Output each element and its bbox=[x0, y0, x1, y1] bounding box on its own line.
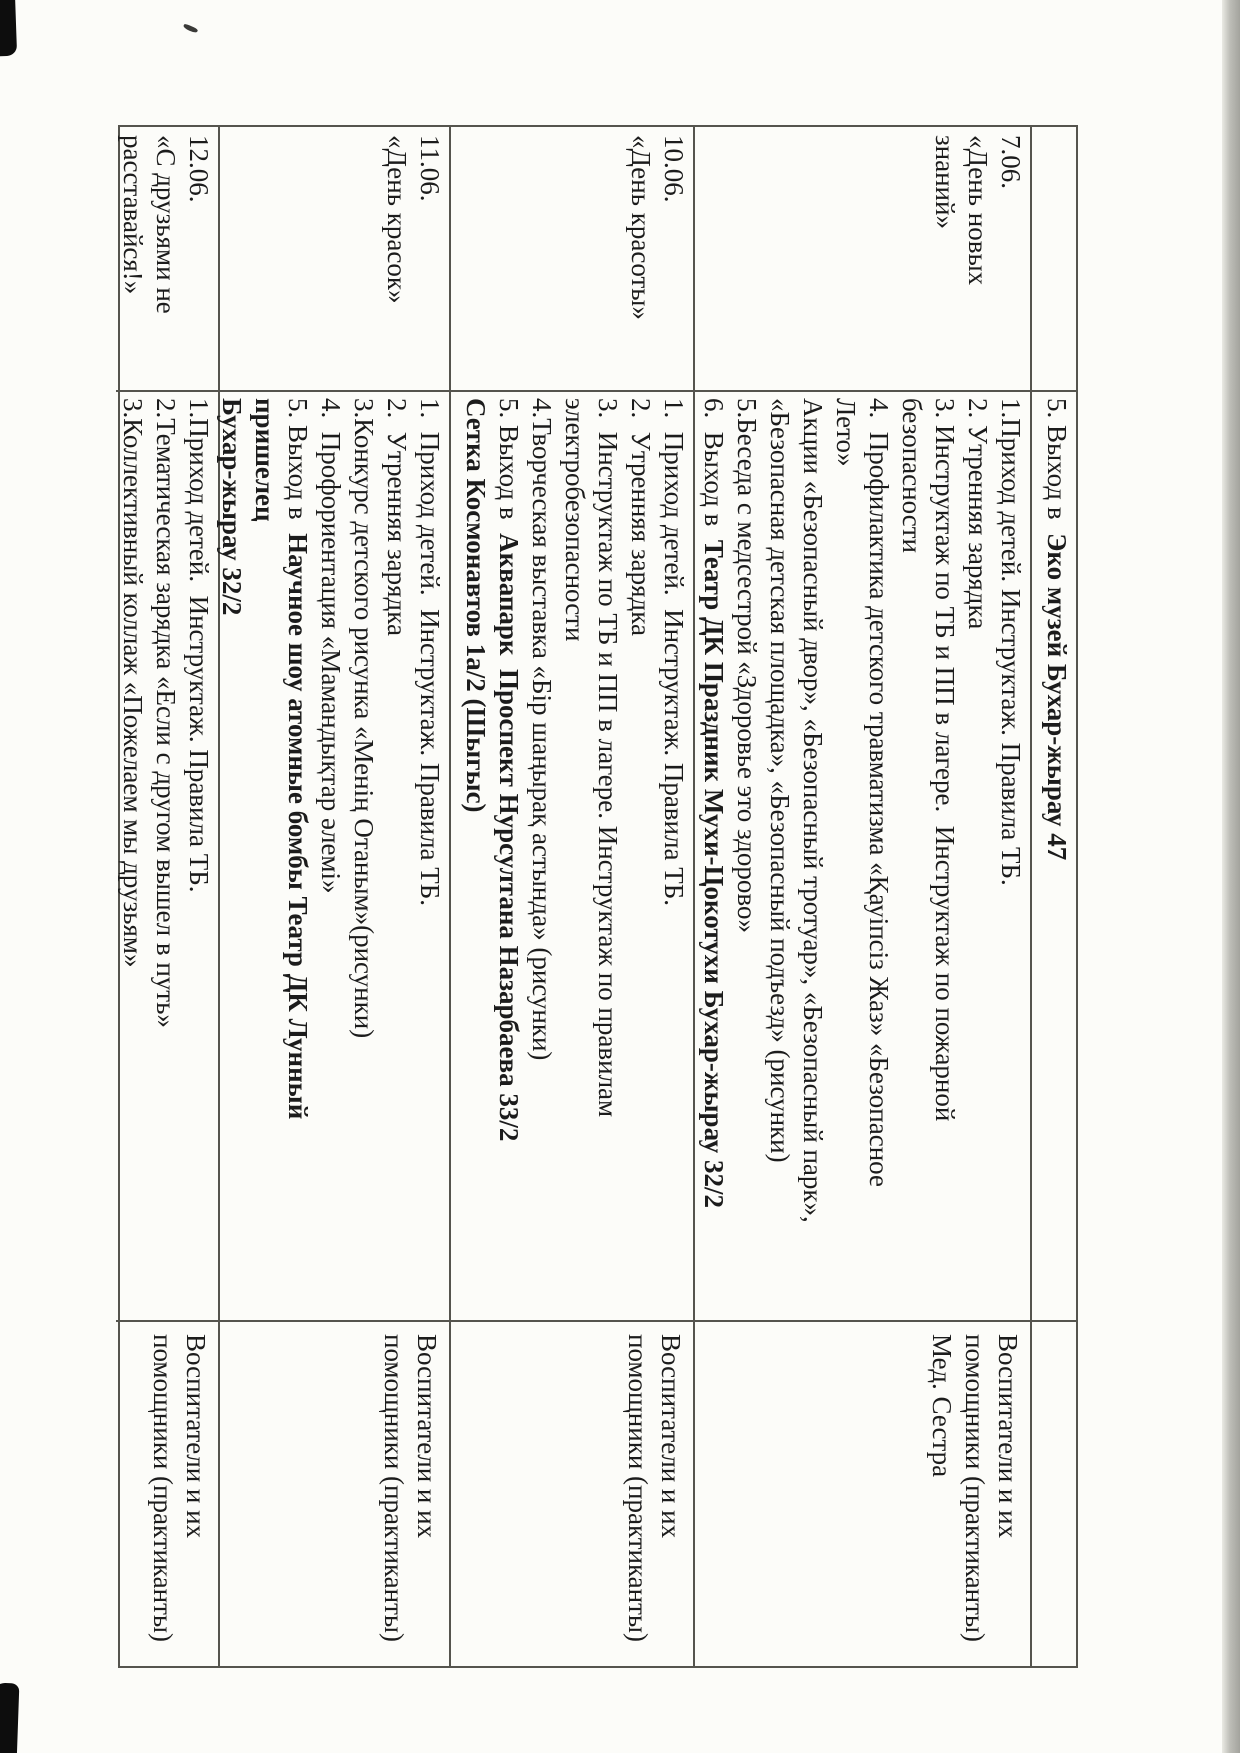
text-line bbox=[796, 392, 829, 1320]
date-theme-cell bbox=[695, 127, 1030, 392]
text-segment: 4. Профориентация «Мамандықтар әлемі» bbox=[316, 398, 346, 894]
pen-tick-mark bbox=[183, 23, 199, 34]
text-segment: 3. Инструктаж по ТБ и ПП в лагере. Инструктаж по пожарной bbox=[930, 398, 960, 1122]
bold-text-segment: Сетка Космонавтов 1а/2 (Шыгыс) bbox=[461, 398, 491, 813]
text-segment: 11.06. bbox=[415, 135, 445, 202]
text-segment: «День новых bbox=[963, 135, 993, 286]
text-line bbox=[149, 392, 182, 1320]
text-line bbox=[215, 392, 248, 1320]
bold-text-segment: пришелец bbox=[250, 398, 280, 522]
table-row-continuation bbox=[1030, 127, 1076, 1666]
text-line bbox=[248, 392, 281, 1320]
text-line bbox=[961, 127, 994, 390]
text-segment: Мед. Сестра bbox=[927, 1334, 957, 1478]
text-line bbox=[413, 127, 446, 390]
bold-text-segment: Научное шоу атомные бомбы Театр ДК Лунный bbox=[283, 533, 313, 1120]
text-line bbox=[182, 127, 215, 390]
text-segment: Акции «Безопасный двор», «Безопасный тротуар», «Безопасный парк», bbox=[798, 398, 828, 1223]
text-segment: 1. Приход детей. Инструктаж. Правила ТБ. bbox=[415, 398, 445, 906]
text-segment: 10.06. bbox=[659, 135, 689, 203]
text-segment: «Безопасная детская площадка», «Безопасный подъезд» (рисунки) bbox=[765, 398, 795, 1163]
text-line bbox=[146, 1322, 179, 1666]
text-line bbox=[925, 1322, 958, 1666]
text-line bbox=[958, 1322, 991, 1666]
scan-corner-mark-left bbox=[0, 0, 17, 56]
text-segment: расставайся!» bbox=[118, 135, 148, 295]
text-line bbox=[347, 392, 380, 1320]
text-line bbox=[591, 392, 624, 1320]
responsible-cell bbox=[1032, 1322, 1076, 1666]
text-line bbox=[697, 392, 730, 1320]
text-segment: помощники (практиканты) bbox=[379, 1334, 409, 1643]
text-line bbox=[928, 127, 961, 390]
text-line bbox=[991, 1322, 1024, 1666]
text-line bbox=[377, 1322, 410, 1666]
text-segment: 1. Приход детей. Инструктаж. Правила ТБ. bbox=[659, 398, 689, 906]
date-theme-cell bbox=[1032, 127, 1076, 392]
date-theme-cell bbox=[215, 127, 449, 392]
text-segment: 5. Выход в bbox=[283, 398, 313, 534]
text-line bbox=[624, 392, 657, 1320]
text-segment: 3.Конкурс детского рисунка «Менің Отаным»(рисунки) bbox=[349, 398, 379, 1039]
table-row-7-06 bbox=[693, 127, 1030, 1666]
text-segment: 7.06. bbox=[996, 135, 1026, 189]
text-segment: Воспитатели и их bbox=[656, 1334, 686, 1539]
bold-text-segment: Аквапарк Проспект Нурсултана Назарбаева 33/2 bbox=[494, 533, 524, 1142]
text-segment: 2.Тематическая зарядка «Если с другом вышел в путь» bbox=[151, 398, 181, 1028]
text-segment: 2. Утренняя зарядка bbox=[963, 398, 993, 630]
text-line bbox=[730, 392, 763, 1320]
text-line bbox=[961, 392, 994, 1320]
activities-cell bbox=[215, 392, 449, 1322]
date-theme-cell bbox=[116, 127, 218, 392]
text-line bbox=[149, 127, 182, 390]
text-segment: безопасности bbox=[897, 398, 927, 553]
text-segment: 5. Выход в bbox=[494, 398, 524, 534]
text-segment: помощники (практиканты) bbox=[960, 1334, 990, 1643]
text-line bbox=[763, 392, 796, 1320]
text-segment: знаний» bbox=[930, 135, 960, 229]
responsible-cell bbox=[695, 1322, 1030, 1666]
text-line bbox=[895, 392, 928, 1320]
responsible-cell bbox=[215, 1322, 449, 1666]
text-line bbox=[459, 392, 492, 1320]
text-line bbox=[624, 127, 657, 390]
text-segment: 3.Коллективный коллаж «Пожелаем мы друзьям» bbox=[118, 398, 148, 968]
text-segment: помощники (практиканты) bbox=[623, 1334, 653, 1643]
text-segment: 12.06. bbox=[184, 135, 214, 203]
text-line bbox=[928, 392, 961, 1320]
text-segment: «День красоты» bbox=[626, 135, 656, 320]
text-segment: 6. Выход в bbox=[699, 398, 729, 540]
text-line bbox=[413, 392, 446, 1320]
text-segment: Воспитатели и их bbox=[993, 1334, 1023, 1539]
text-line bbox=[182, 392, 215, 1320]
text-line bbox=[179, 1322, 212, 1666]
text-segment: «С друзьями не bbox=[151, 135, 181, 314]
text-segment: 1.Приход детей. Инструктаж. Правила ТБ. bbox=[996, 398, 1026, 886]
text-line bbox=[558, 392, 591, 1320]
table-row-10-06 bbox=[449, 127, 693, 1666]
text-line bbox=[994, 392, 1027, 1320]
scan-edge-shadow bbox=[1222, 0, 1240, 1753]
activities-cell bbox=[1032, 392, 1076, 1322]
text-line bbox=[657, 392, 690, 1320]
text-line bbox=[654, 1322, 687, 1666]
table-row-11-06 bbox=[218, 127, 449, 1666]
activities-cell bbox=[695, 392, 1030, 1322]
text-segment: помощники (практиканты) bbox=[148, 1334, 178, 1643]
text-segment: 2. Утренняя зарядка bbox=[382, 398, 412, 636]
text-line bbox=[621, 1322, 654, 1666]
scan-corner-mark-right bbox=[0, 1683, 19, 1753]
text-line bbox=[314, 392, 347, 1320]
schedule-table bbox=[118, 125, 1078, 1668]
text-segment: Лето» bbox=[831, 398, 861, 467]
text-segment: 1.Приход детей. Инструктаж. Правила ТБ. bbox=[184, 398, 214, 893]
text-line bbox=[994, 127, 1027, 390]
text-segment: 5.Беседа с медсестрой «Здоровье это здорово» bbox=[732, 398, 762, 933]
text-line bbox=[116, 127, 149, 390]
text-line bbox=[492, 392, 525, 1320]
text-segment: «День красок» bbox=[382, 135, 412, 304]
text-line bbox=[525, 392, 558, 1320]
table-row-12-06 bbox=[120, 127, 218, 1666]
date-theme-cell bbox=[451, 127, 693, 392]
text-line bbox=[410, 1322, 443, 1666]
text-segment: 2. Утренняя зарядка bbox=[626, 398, 656, 636]
text-segment: электробезопасности bbox=[560, 398, 590, 642]
text-line bbox=[862, 392, 895, 1320]
text-line bbox=[829, 392, 862, 1320]
text-segment: 4. Профилактика детского травматизма «Қауіпсіз Жаз» «Безопасное bbox=[864, 398, 894, 1187]
text-segment: 4.Творческая выставка «Бір шаңырақ астында» (рисунки) bbox=[527, 398, 557, 1061]
text-segment: Воспитатели и их bbox=[181, 1334, 211, 1539]
text-line bbox=[380, 127, 413, 390]
text-segment: 5. Выход в bbox=[1042, 398, 1072, 534]
activities-cell bbox=[116, 392, 218, 1322]
text-segment: 3. Инструктаж по ТБ и ПП в лагере. Инструктаж по правилам bbox=[593, 398, 623, 1118]
text-line bbox=[380, 392, 413, 1320]
bold-text-segment: Театр ДК Праздник Мухи-Цокотухи Бухар-жырау 32/2 bbox=[699, 539, 729, 1208]
activities-cell bbox=[451, 392, 693, 1322]
text-segment: Воспитатели и их bbox=[412, 1334, 442, 1539]
text-line bbox=[281, 392, 314, 1320]
responsible-cell bbox=[451, 1322, 693, 1666]
bold-text-segment: Бухар-жырау 32/2 bbox=[217, 398, 247, 616]
text-line bbox=[1040, 392, 1073, 1320]
text-line bbox=[657, 127, 690, 390]
text-line bbox=[116, 392, 149, 1320]
bold-text-segment: Эко музей Бухар-жырау 47 bbox=[1042, 533, 1072, 861]
responsible-cell bbox=[116, 1322, 218, 1666]
